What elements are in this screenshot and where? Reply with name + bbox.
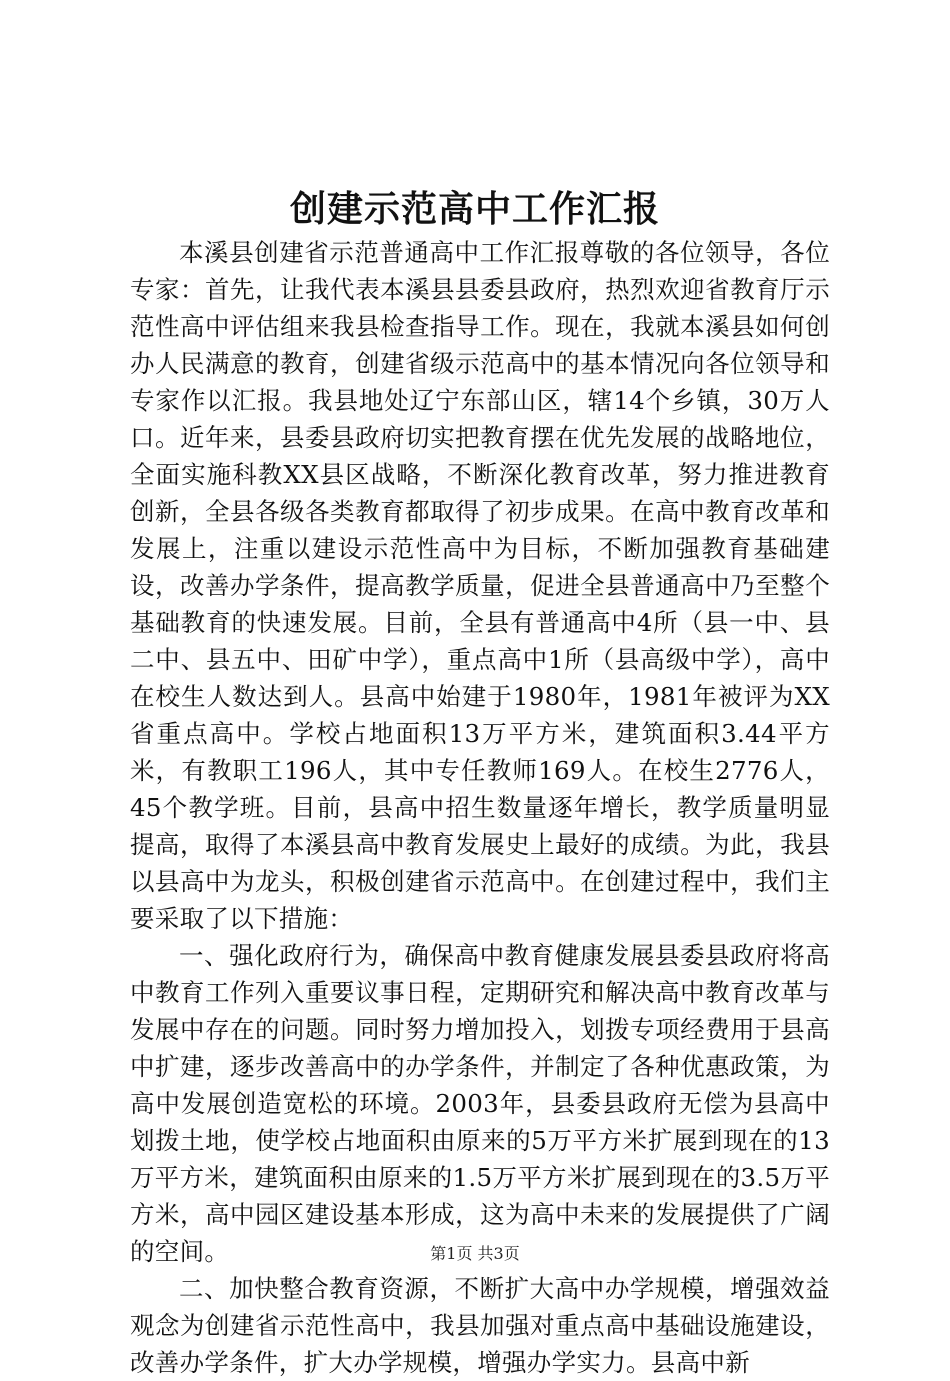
page-number-footer: 第1页 共3页 [430,1244,520,1263]
paragraph-measure-one: 一、强化政府行为，确保高中教育健康发展县委县政府将高中教育工作列入重要议事日程，定期研究和解决高中教育改革与发展中存在的问题。同时努力增加投入，划拨专项经费用于县高中扩建，逐步改善高中的办学条件，并制定了各种优惠政策，为高中发展创造宽松的环境。2003年，县委县政府无偿为县高中划拨土地，使学校占地面积由原来的5万平方米扩展到现在的13万平方米，建筑面积由原来的1.5万平方米扩展到现在的3.5万平方米，高中园区建设基本形成，这为高中未来的发展提供了广阔的空间。 [130,941,830,1266]
document-title: 创建示范高中工作汇报 [289,188,660,230]
document-body [130,234,830,1381]
paragraph-intro: 本溪县创建省示范普通高中工作汇报尊敬的各位领导，各位专家：首先，让我代表本溪县县委县政府，热烈欢迎省教育厅示范性高中评估组来我县检查指导工作。现在，我就本溪县如何创办人民满意的教育，创建省级示范高中的基本情况向各位领导和专家作以汇报。我县地处辽宁东部山区，辖14个乡镇，30万人口。近年来，县委县政府切实把教育摆在优先发展的战略地位，全面实施科教XX县区战略，不断深化教育改革，努力推进教育创新，全县各级各类教育都取得了初步成果。在高中教育改革和发展上，注重以建设示范性高中为目标，不断加强教育基础建设，改善办学条件，提高教学质量，促进全县普通高中乃至整个基础教育的快速发展。目前，全县有普通高中4所（县一中、县二中、县五中、田矿中学），重点高中1所（县高级中学），高中在校生人数达到人。县高中始建于1980年，1981年被评为XX省重点高中。学校占地面积13万平方米，建筑面积3.44平方米，有教职工196人，其中专任教师169人。在校生2776人，45个教学班。目前，县高中招生数量逐年增长，教学质量明显提高，取得了本溪县高中教育发展史上最好的成绩。为此，我县以县高中为龙头，积极创建省示范高中。在创建过程中，我们主要采取了以下措施： [130,238,830,933]
paragraph-measure-two: 二、加快整合教育资源，不断扩大高中办学规模，增强效益观念为创建省示范性高中，我县加强对重点高中基础设施建设，改善办学条件，扩大办学规模，增强办学实力。县高中新 [130,1274,830,1377]
